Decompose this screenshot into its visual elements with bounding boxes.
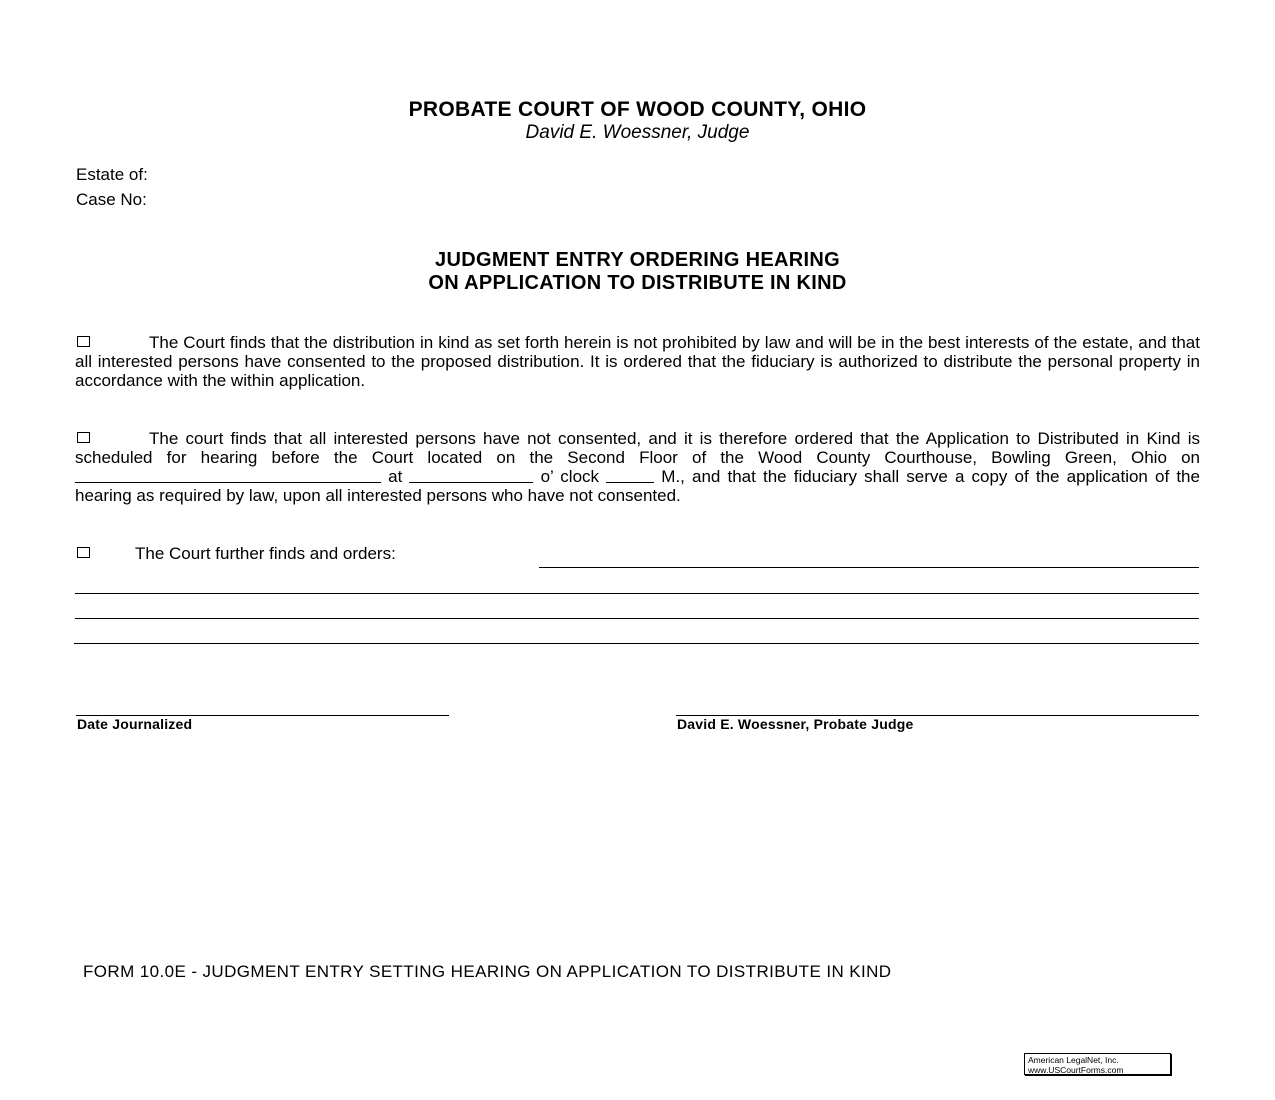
judge-signature-label: David E. Woessner, Probate Judge — [677, 716, 914, 732]
court-title: PROBATE COURT OF WOOD COUNTY, OHIO — [408, 98, 867, 121]
orders-line-1[interactable] — [539, 567, 1199, 568]
am-pm-blank[interactable] — [606, 468, 654, 483]
estate-label: Estate of: — [76, 165, 148, 184]
at-label: at — [388, 467, 403, 486]
case-number-label: Case No: — [76, 190, 147, 209]
stamp-line-1: American LegalNet, Inc. — [1028, 1055, 1119, 1065]
hearing-date-blank[interactable] — [75, 468, 381, 483]
further-orders — [75, 544, 396, 564]
orders-line-4[interactable] — [74, 643, 1199, 644]
finding-not-consented-text-a: The court finds that all interested persons have not consented, and it is therefore ordered that the Application to Distributed in Kind is scheduled for hearing before the Court located on the Second Floor of the Wood County Courthouse, Bowling Green, Ohio on — [75, 429, 1200, 467]
consented-checkbox[interactable] — [77, 336, 90, 347]
stamp-line-2: www.USCourtForms.com — [1028, 1065, 1124, 1075]
hearing-time-blank[interactable] — [409, 468, 533, 483]
entry-title-line-2: ON APPLICATION TO DISTRIBUTE IN KIND — [428, 272, 847, 294]
further-orders-checkbox[interactable] — [77, 547, 90, 558]
not-consented-checkbox[interactable] — [77, 432, 90, 443]
finding-consented — [75, 333, 1200, 390]
date-journalized-label: Date Journalized — [77, 716, 193, 732]
finding-not-consented — [75, 429, 1200, 505]
further-orders-text: The Court further finds and orders: — [135, 544, 396, 563]
form-footer-title: FORM 10.0E - JUDGMENT ENTRY SETTING HEARING ON APPLICATION TO DISTRIBUTE IN KIND — [83, 962, 892, 981]
finding-consented-text: The Court finds that the distribution in kind as set forth herein is not prohibited by law and will be in the best interests of the estate, and that all interested persons have consented to the proposed distribution. It is ordered that the fiduciary is authorized to distribute the personal property in accordance with the within application. — [75, 333, 1200, 390]
judge-name: David E. Woessner, Judge — [525, 122, 750, 143]
orders-line-3[interactable] — [75, 618, 1199, 619]
publisher-stamp — [1024, 1053, 1171, 1075]
oclock-label: o’ clock — [540, 467, 600, 486]
orders-line-2[interactable] — [75, 593, 1199, 594]
finding-not-consented-text-b: M., and that the fiduciary shall serve a copy of the application of the hearing as required by law, upon all interested persons who have not consented. — [75, 467, 1200, 505]
entry-title-line-1: JUDGMENT ENTRY ORDERING HEARING — [435, 249, 840, 271]
